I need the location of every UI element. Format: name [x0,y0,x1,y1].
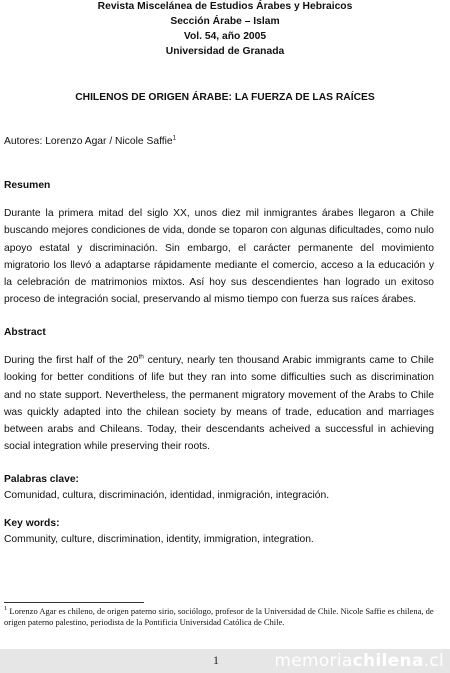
authors-line [4,136,176,147]
footnote-separator [4,602,144,603]
abstract-paragraph [4,352,434,456]
resumen-paragraph: Durante la primera mitad del siglo XX, unos diez mil inmigrantes árabes llegaron a Chile buscando mejores condiciones de vida, donde se toparon con algunas dificultades, como nulo apoyo estatal y discriminación. Sin embargo, el carácter permanente del movimiento migratorio los llevó a adaptarse rápidamente mediante el comercio, acceso a la educación y la celebración de matrimonios mixtos. Así hoy sus descendientes han logrado un exitoso proceso de integración social, preservando al mismo tiempo con fuerza sus raíces árabes. [4,208,434,306]
footnote [4,606,434,628]
authors-label: Autores: Lorenzo Agar / Nicole Saffie [4,136,173,147]
journal-name: Revista Miscelánea de Estudios Árabes y Hebraicos [97,1,353,12]
footnote-text: Lorenzo Agar es chileno, de origen paterno sirio, sociólogo, profesor de la Universidad de Chile. Nicole Saffie es chilena, de origen paterno palestino, periodista de la Pontificia Universidad Católica de Chile. [4,606,434,627]
memoriachilena-watermark: memoriachilena.cl [274,651,444,671]
palabras-clave-heading: Palabras clave: [4,474,79,485]
footnote-mark: 1 [4,605,8,613]
journal-volume: Vol. 54, año 2005 [183,31,267,42]
abstract-text-start: During the first half of the 20 [4,355,139,366]
palabras-clave-list: Comunidad, cultura, discriminación, identidad, inmigración, integración. [4,490,330,501]
article-title: CHILENOS DE ORIGEN ÁRABE: LA FUERZA DE LAS RAÍCES [75,92,375,103]
abstract-text-rest: century, nearly ten thousand Arabic immigrants came to Chile looking for better conditions of life but they ran into some difficulties such as discrimination and no state support. Nevertheless, the permanent migratory movement of the Arabs to Chile was quickly adapted into the chilean society by means of trade, education and marriages between arabs and Chileans. Today, their descendants acheived a successful in achieving social integration while preserving their roots. [4,355,434,453]
ordinal-superscript: th [138,353,144,361]
page-number: 1 [213,653,219,667]
journal-section: Sección Árabe – Islam [170,16,280,27]
key-words-list: Community, culture, discrimination, identity, immigration, integration. [4,534,314,545]
key-words-heading: Key words: [4,518,60,529]
abstract-heading: Abstract [4,327,46,338]
resumen-heading: Resumen [4,180,51,191]
university-name: Universidad de Granada [165,46,285,57]
authors-footnote-mark: 1 [172,134,177,142]
